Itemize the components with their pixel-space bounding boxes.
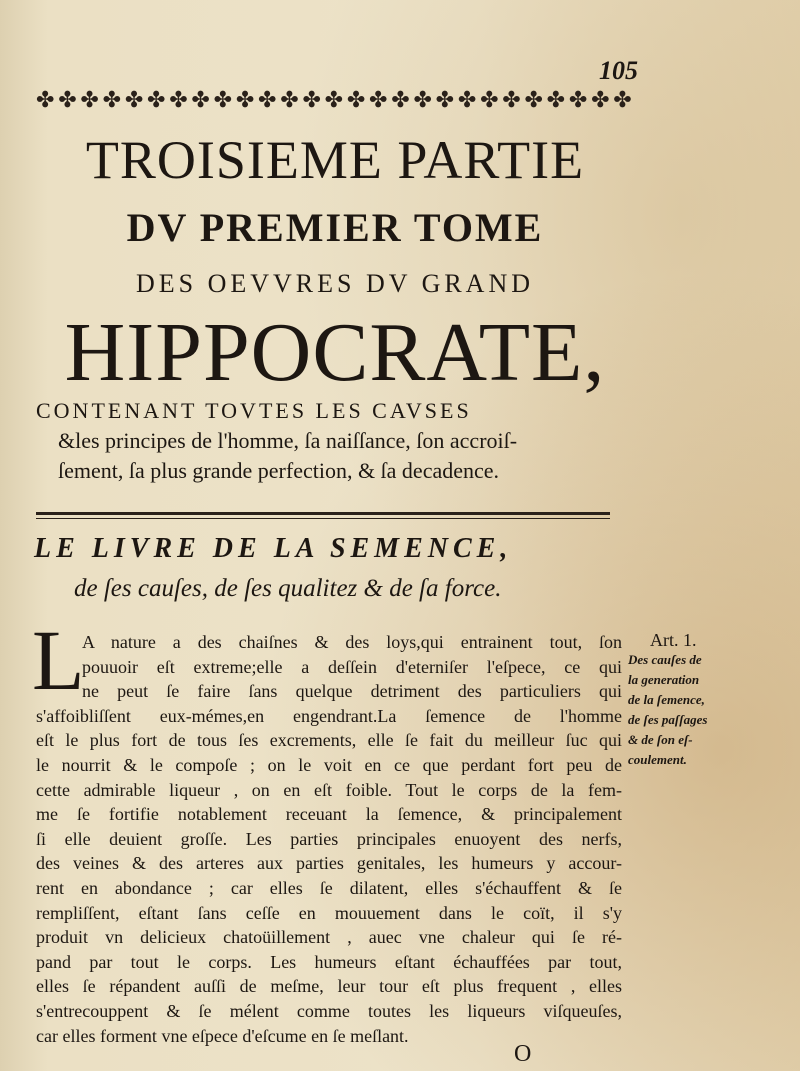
body-line: rempliſſent, eſtant ſans ceſſe en mouuement dans le coït, il s'y (36, 902, 622, 923)
fleuron-icon: ✤ (480, 88, 499, 113)
title-line-2: DV PREMIER TOME (126, 205, 544, 250)
subtitle (36, 396, 630, 486)
marginal-note (628, 630, 768, 770)
body-paragraph (36, 630, 622, 1048)
drop-cap: L (32, 612, 85, 708)
fleuron-icon: ✤ (369, 88, 388, 113)
fleuron-icon: ✤ (413, 88, 432, 113)
marginal-note-line: la generation (628, 672, 700, 687)
subtitle-line-1: CONTENANT TOVTES LES CAVSES (36, 398, 472, 423)
marginal-note-line: & de ſon eſ- (628, 732, 693, 747)
body-line: le nourrit & le compoſe ; on le voit en ce que perdant fort peu de (36, 754, 622, 775)
book-subtitle: de ſes cauſes, de ſes qualitez & de ſa force. (74, 575, 502, 602)
fleuron-icon: ✤ (102, 88, 122, 113)
marginal-note-line: Des cauſes de (628, 652, 702, 667)
fleuron-icon: ✤ (235, 88, 255, 113)
page-number: 105 (599, 56, 638, 85)
body-line: me ſe fortifie notablement receuant la ſemence, & principalement (36, 804, 622, 825)
fleuron-icon: ✤ (191, 88, 210, 113)
marginal-note-line: coulement. (628, 752, 687, 767)
divider-rule (36, 512, 610, 515)
fleuron-icon: ✤ (324, 88, 344, 113)
body-line: pouuoir eſt extreme;elle a deſſein d'eterniſer l'eſpece, ce qui (82, 656, 622, 677)
body-line: s'entrecouppent & ſe mélent comme toutes les liqueurs viſqueuſes, (36, 1000, 622, 1021)
fleuron-icon: ✤ (280, 88, 299, 113)
fleuron-icon: ✤ (546, 88, 566, 113)
title-line-1: TROISIEME PARTIE (85, 130, 585, 190)
marginal-article-number: Art. 1. (650, 630, 697, 650)
fleuron-icon: ✤ (147, 88, 166, 113)
fleuron-icon: ✤ (391, 88, 410, 113)
fleuron-icon: ✤ (169, 88, 188, 113)
body-line: cette admirable liqueur , on en eſt foible. Tout le corps de la fem- (36, 779, 622, 800)
signature-mark: O (514, 1041, 532, 1067)
body-line: elles ſe répandent auſſi de meſme, leur tour eſt plus frequent , elles (36, 976, 622, 997)
fleuron-icon: ✤ (613, 88, 632, 113)
fleuron-icon: ✤ (124, 88, 144, 113)
body-line: car elles forment vne eſpece d'eſcume en ſe meſlant. (36, 1025, 409, 1046)
body-line: des veines & des arteres aux parties genitales, les humeurs y accour- (36, 853, 622, 874)
fleuron-icon: ✤ (457, 88, 477, 113)
title-line-4: HIPPOCRATE, (64, 306, 606, 399)
body-line: A nature a des chaiſnes & des loys,qui entrainent tout, ſon (82, 632, 622, 652)
fleuron-icon: ✤ (346, 88, 366, 113)
body-line: ne peut ſe faire ſans quelque detriment des particuliers qui (82, 681, 622, 702)
fleuron-icon: ✤ (213, 88, 233, 113)
divider-rule-thin (36, 518, 610, 519)
fleuron-icon: ✤ (258, 88, 277, 113)
fleuron-icon: ✤ (568, 88, 588, 113)
subtitle-line-2: &les principes de l'homme, ſa naiſſance, ſon accroiſ- (58, 428, 518, 453)
body-line: pand par tout le corps. Les humeurs eſtant échauffées par tout, (36, 951, 622, 972)
body-line: s'affoibliſſent eux-mémes,en engendrant.La ſemence de l'homme (36, 705, 622, 726)
fleuron-icon: ✤ (524, 88, 543, 113)
body-line: ſi elle deuient groſſe. Les parties principales enuoyent des nerfs, (36, 828, 622, 849)
fleuron-icon: ✤ (435, 88, 455, 113)
marginal-note-line: de ſes paſſages (628, 712, 708, 727)
subtitle-line-3: ſement, ſa plus grande perfection, & ſa decadence. (58, 458, 500, 483)
fleuron-icon: ✤ (502, 88, 521, 113)
title-line-3: DES OEVVRES DV GRAND (135, 269, 535, 298)
body-line: produit vn delicieux chatoüillement , auec vne chaleur qui ſe ré- (36, 927, 622, 948)
body-line: eſt le plus fort de tous ſes excrements, elle ſe fait du meilleur ſuc qui (36, 730, 622, 751)
fleuron-icon: ✤ (80, 88, 99, 113)
book-title: LE LIVRE DE LA SEMENCE, (34, 533, 513, 564)
fleuron-icon: ✤ (302, 88, 321, 113)
fleuron-icon: ✤ (36, 88, 55, 113)
ornament-band (36, 86, 632, 116)
marginal-note-line: de la ſemence, (628, 692, 705, 707)
body-line: rent en abondance ; car elles ſe dilatent, elles s'échauffent & ſe (36, 877, 622, 898)
fleuron-icon: ✤ (58, 88, 77, 113)
fleuron-icon: ✤ (591, 88, 610, 113)
